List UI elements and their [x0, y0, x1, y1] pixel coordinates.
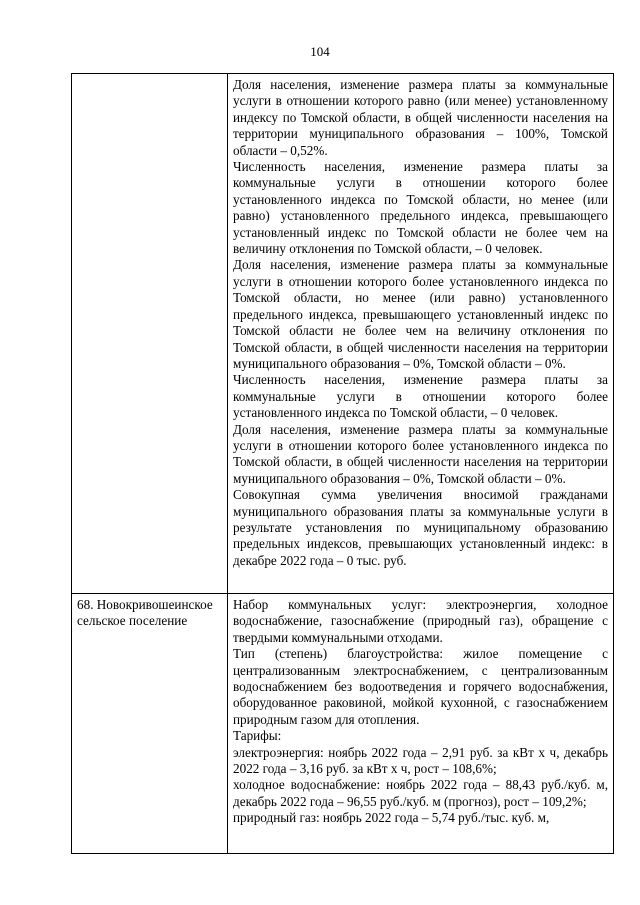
paragraph: Совокупная сумма увеличения вносимой гражданами муниципального образования платы за коммунальные услуги в результате установления по муниципальному образованию предельных индексов, превышающих установленный индекс: в декабре 2022 года – 0 тыс. руб. [233, 487, 608, 568]
municipality-cell: 68. Новокривошеинское сельское поселение [72, 594, 228, 854]
paragraph: Тарифы: [233, 728, 282, 744]
indicators-cell [228, 594, 614, 854]
paragraph: природный газ: ноябрь 2022 года – 5,74 руб./тыс. куб. м, [233, 810, 550, 826]
table-row [72, 74, 614, 594]
paragraph: электроэнергия: ноябрь 2022 года – 2,91 руб. за кВт х ч, декабрь 2022 года – 3,16 руб. за кВт х ч, рост – 108,6%; [233, 744, 608, 777]
indicators-cell [228, 74, 614, 594]
table-row [72, 594, 614, 854]
paragraph: Доля населения, изменение размера платы за коммунальные услуги в отношении которого равно (или менее) установленному индексу по Томской области, в общей численности населения на территории муниципального образования – 100%, Томской области – 0,52%. [233, 77, 608, 158]
paragraph: Тип (степень) благоустройства: жилое помещение с централизованным электроснабжением, с централизованным водоснабжением без водоотведения и горячего водоснабжения, оборудованное раковиной, мойкой кухонной, с газоснабжением природным газом для отопления. [233, 646, 608, 727]
paragraph: Доля населения, изменение размера платы за коммунальные услуги в отношении которого более установленного индекса по Томской области, в общей численности населения на территории муниципального образования – 0%, Томской области – 0%. [233, 421, 608, 486]
municipality-cell [72, 74, 228, 594]
document-table [71, 73, 614, 854]
page-number: 104 [310, 44, 330, 59]
paragraph: Численность населения, изменение размера платы за коммунальные услуги в отношении которого более установленного индекса по Томской области, но менее (или равно) установленного предельного индекса, превышающего установленный индекс по Томской области не более чем на величину отклонения по Томской области, – 0 человек. [233, 159, 608, 257]
paragraph: Доля населения, изменение размера платы за коммунальные услуги в отношении которого более установленного индекса по Томской области, но менее (или равно) установленного предельного индекса, превышающего установленный индекс по Томской области не более чем на величину отклонения по Томской области, в общей численности населения на территории муниципального образования – 0%, Томской области – 0%. [233, 257, 608, 371]
paragraph: Набор коммунальных услуг: электроэнергия, холодное водоснабжение, газоснабжение (природный газ), обращение с твердыми коммунальными отходами. [233, 597, 608, 645]
paragraph: Численность населения, изменение размера платы за коммунальные услуги в отношении которого более установленного индекса по Томской области, – 0 человек. [233, 372, 608, 421]
paragraph: холодное водоснабжение: ноябрь 2022 года – 88,43 руб./куб. м, декабрь 2022 года – 96,55 руб./куб. м (прогноз), рост – 109,2%; [233, 777, 608, 809]
